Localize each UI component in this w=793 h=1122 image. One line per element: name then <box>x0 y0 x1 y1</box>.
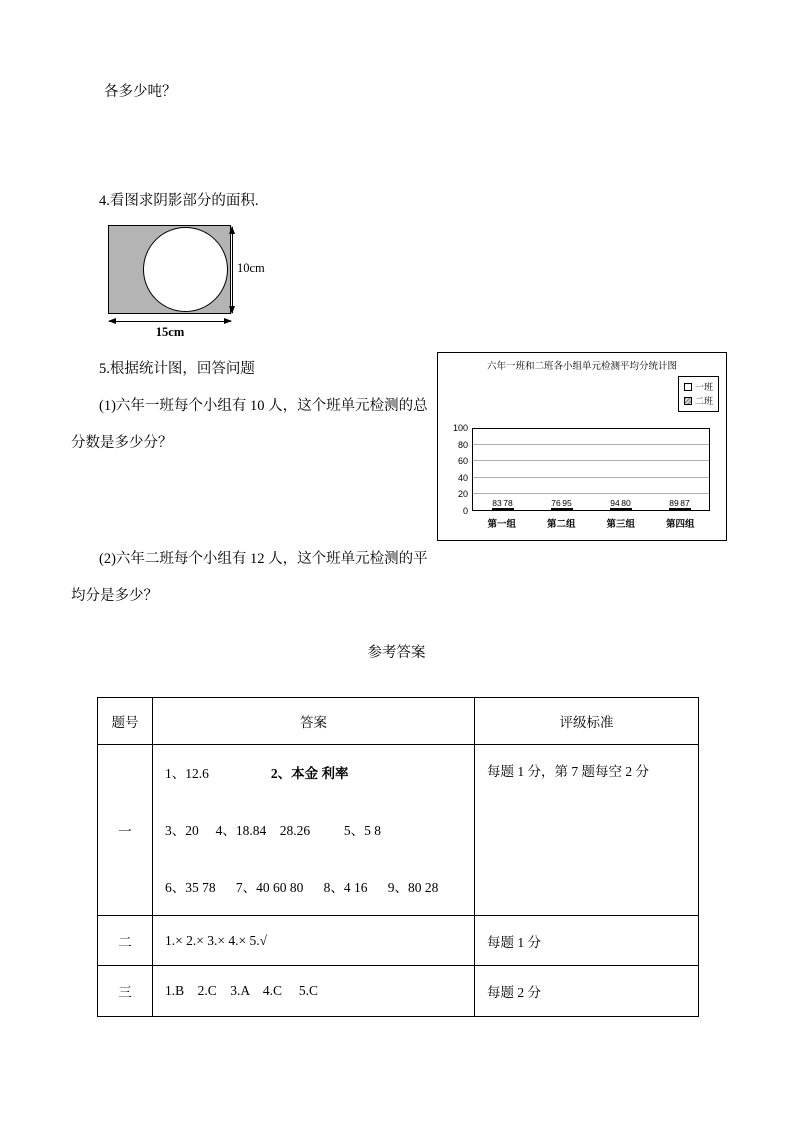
answer-line1-part-a: 1、12.6 <box>165 766 209 781</box>
bar-group-1 <box>492 498 514 510</box>
question-5-part2-line1: (2)六年二班每个小组有 12 人，这个班单元检测的平 <box>99 551 428 567</box>
bar-group-4 <box>669 498 691 510</box>
x-tick-group1: 第一组 <box>487 519 516 530</box>
bar-class1-group3 <box>610 498 621 510</box>
answer-line1-part-b: 2、本金 利率 <box>270 766 349 781</box>
bar-class2-group1 <box>503 498 514 510</box>
bar-value-label: 83 <box>492 498 502 508</box>
question-4-title: 4.看图求阴影部分的面积. <box>99 193 259 209</box>
height-dimension-label: 10cm <box>237 261 265 275</box>
shaded-rectangle <box>108 225 231 314</box>
bar-value-label: 78 <box>503 498 513 508</box>
height-dimension-arrow <box>232 227 233 313</box>
table-row2-answer: 1.× 2.× 3.× 4.× 5.√ <box>153 916 475 966</box>
width-dimension-arrow <box>109 321 231 322</box>
width-dimension-label: 15cm <box>155 325 185 339</box>
legend-label-class2: 二班 <box>694 396 713 406</box>
legend-swatch-class2 <box>684 397 692 405</box>
answer-table <box>97 697 699 1017</box>
question-5-part1-line1: (1)六年一班每个小组有 10 人，这个班单元检测的总 <box>99 398 428 414</box>
question-5-part2-line2: 均分是多少？ <box>71 588 158 604</box>
table-header-answer: 答案 <box>153 698 475 745</box>
table-row1-criteria: 每题 1 分，第 7 题每空 2 分 <box>475 745 698 916</box>
question-5-part1-line2: 分数是多少分？ <box>71 435 173 451</box>
table-row1-answer <box>153 745 475 916</box>
bar-class2-group4 <box>680 498 691 510</box>
legend-entry-class2 <box>684 394 713 408</box>
bar-value-label: 95 <box>562 498 572 508</box>
bar-chart <box>437 352 727 541</box>
plot-area <box>472 428 710 511</box>
bar-value-label: 76 <box>551 498 561 508</box>
bar-group-3 <box>610 498 632 510</box>
bar-class1-group1 <box>492 498 503 510</box>
question-5-title: 5.根据统计图，回答问题 <box>99 361 255 377</box>
chart-title: 六年一班和二班各小组单元检测平均分统计图 <box>486 361 677 372</box>
legend-label-class1: 一班 <box>694 382 713 392</box>
table-row2-number: 二 <box>98 916 153 966</box>
legend-swatch-class1 <box>684 383 692 391</box>
chart-legend <box>678 376 719 412</box>
y-axis-labels <box>442 423 468 516</box>
answer-line-2: 3、20 4、18.84 28.26 5、5 8 <box>165 823 381 838</box>
x-tick-group4: 第四组 <box>665 519 695 530</box>
table-row3-answer: 1.B 2.C 3.A 4.C 5.C <box>153 966 475 1016</box>
y-tick: 60 <box>457 456 468 467</box>
bar-value-label: 94 <box>610 498 620 508</box>
x-tick-group2: 第二组 <box>546 519 576 530</box>
bar-class1-group4 <box>669 498 680 510</box>
answer-line-3: 6、35 78 7、40 60 80 8、4 16 9、80 28 <box>165 880 439 895</box>
table-header-criteria: 评级标准 <box>475 698 698 745</box>
table-row1-number: 一 <box>98 745 153 916</box>
table-row3-number: 三 <box>98 966 153 1016</box>
y-tick: 0 <box>462 505 468 516</box>
bar-class2-group3 <box>621 498 632 510</box>
x-tick-group3: 第三组 <box>606 519 635 530</box>
legend-entry-class1 <box>684 380 713 394</box>
table-row2-criteria: 每题 1 分 <box>475 916 698 966</box>
bar-series <box>473 429 709 510</box>
bar-value-label: 89 <box>669 498 679 508</box>
y-tick: 20 <box>457 489 468 500</box>
table-header-number: 题号 <box>98 698 153 745</box>
bar-value-label: 87 <box>680 498 690 508</box>
bar-class1-group2 <box>551 498 562 510</box>
answer-line-1 <box>165 745 474 802</box>
y-tick: 80 <box>457 439 468 450</box>
bar-group-2 <box>551 498 573 510</box>
x-axis-labels <box>472 516 710 530</box>
question-continuation-text: 各多少吨？ <box>104 84 177 100</box>
bar-class2-group2 <box>562 498 573 510</box>
inscribed-circle <box>143 227 228 312</box>
y-tick: 100 <box>452 423 468 433</box>
answers-section-title: 参考答案 <box>367 645 426 661</box>
table-row3-criteria: 每题 2 分 <box>487 985 541 1000</box>
bar-value-label: 80 <box>621 498 631 508</box>
y-tick: 40 <box>457 472 468 483</box>
